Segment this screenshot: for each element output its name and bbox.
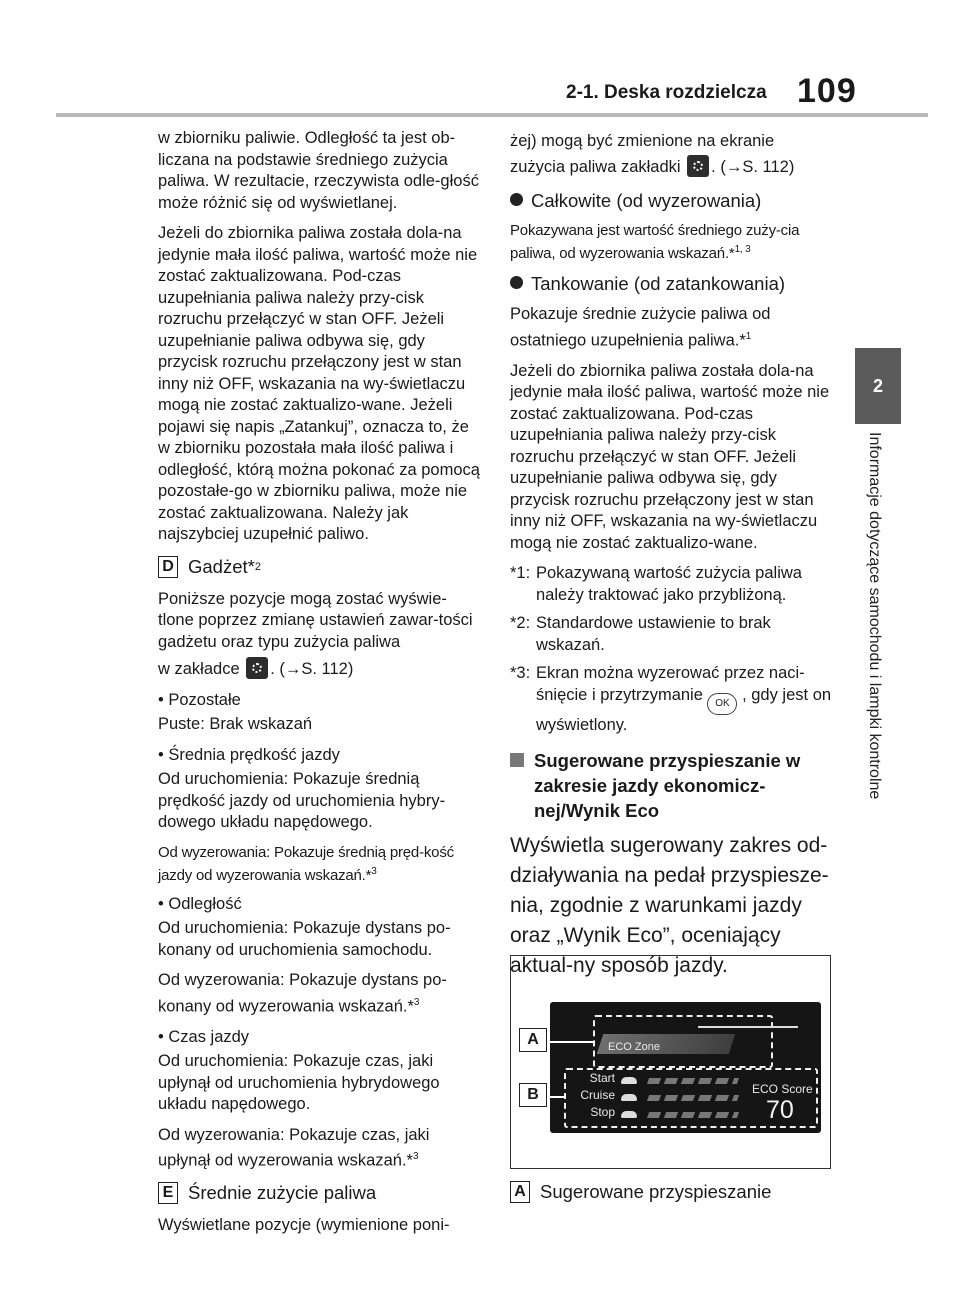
bullet-text: Od uruchomienia: Pokazuje dystans po-konany od uruchomienia samochodu. xyxy=(158,919,451,959)
eco-zone-label: ECO Zone xyxy=(608,1041,660,1053)
stop-bars xyxy=(647,1112,739,1118)
ok-button-icon: OK xyxy=(707,693,737,715)
paragraph: Poniższe pozycje mogą zostać wyświe-tlone poprzez zmianę ustawień zawar-tości gadżetu oraz typu zużycia paliwa xyxy=(158,589,473,651)
paragraph: w zbiorniku paliwie. Odległość ta jest ob-liczana na podstawie średniego zużycia paliwa. W rezultacie, rzeczywista odle-głość może różnić się od wyświetlanej. xyxy=(158,129,479,212)
text: . (→S. 112) xyxy=(270,660,354,678)
figure-caption xyxy=(510,1181,771,1203)
bullet-text xyxy=(158,843,480,885)
text: Sugerowane przyspieszanie w zakresie jazdy ekonomicz-nej/Wynik Eco xyxy=(534,750,801,821)
bullet: • Odległość xyxy=(158,894,242,913)
item-d-heading xyxy=(158,555,480,579)
subheading-refuel xyxy=(510,272,832,296)
subheading-total xyxy=(510,189,832,213)
text: Od wyzerowania: Pokazuje średnią pręd-kość jazdy od wyzerowania wskazań.* xyxy=(158,843,454,884)
caption-text: Sugerowane przyspieszanie xyxy=(540,1181,772,1202)
item-d-title: Gadżet* xyxy=(188,555,255,577)
sup: 1, 3 xyxy=(734,244,751,255)
section-title: 2-1. Deska rozdzielcza xyxy=(566,82,767,103)
chapter-label: Informacje dotyczące samochodu i lampki kontrolne xyxy=(866,432,883,800)
label-d: D xyxy=(158,556,178,578)
row-cruise: Cruise xyxy=(580,1088,615,1102)
footnote xyxy=(510,613,832,656)
gear-icon xyxy=(246,657,268,679)
paragraph xyxy=(510,304,832,352)
label-e: E xyxy=(158,1182,178,1204)
sup: 3 xyxy=(371,865,377,877)
bullet-text: Puste: Brak wskazań xyxy=(158,715,313,733)
car-icon xyxy=(621,1111,637,1118)
paragraph xyxy=(510,221,832,263)
bullet-dot xyxy=(510,193,523,206)
footnote-text xyxy=(536,663,832,736)
footnote-key: *2: xyxy=(510,614,531,632)
text: Całkowite (od wyzerowania) xyxy=(531,190,762,211)
row-stop: Stop xyxy=(590,1105,615,1119)
cruise-bars xyxy=(647,1095,739,1101)
label-a: A xyxy=(510,1181,530,1203)
eco-score-value: 70 xyxy=(766,1096,794,1124)
paragraph-with-icon xyxy=(510,128,832,180)
bullet-text: Od uruchomienia: Pokazuje czas, jaki upłynął od uruchomienia hybrydowego układu napędowego. xyxy=(158,1052,440,1113)
paragraph: Jeżeli do zbiornika paliwa została dola-na jedynie mała ilość paliwa, wartość może nie zostać zaktualizowana. Pod-czas uzupełniania paliwa należy przy-cisk rozruchu przełączyć w stan OFF. Jeżeli uzupełnianie paliwa odbywa się, gdy przycisk rozruchu przełączony jest w stan inny niż OFF, wskazania na wy-świetlaczu mogą nie zostać zaktualizo-wane. xyxy=(510,361,830,552)
zone-line xyxy=(698,1026,798,1028)
text: Pokazywana jest wartość średniego zuży-cia paliwa, od wyzerowania wskazań.* xyxy=(510,222,800,262)
page-number: 109 xyxy=(797,72,857,110)
sup: 2 xyxy=(254,560,261,573)
callout-b: B xyxy=(519,1083,547,1107)
text: w zakładce xyxy=(158,660,240,678)
bullet-dot xyxy=(510,276,523,289)
chapter-tab: 2 xyxy=(855,348,901,424)
paragraph: Wyświetlane pozycje (wymienione poni- xyxy=(158,1216,450,1234)
text: Od wyzerowania: Pokazuje czas, jaki upłynął od wyzerowania wskazań.* xyxy=(158,1125,430,1170)
sup: 3 xyxy=(412,1151,419,1162)
footnote-text: Standardowe ustawienie to brak wskazań. xyxy=(536,614,771,654)
left-column xyxy=(158,128,480,1246)
footnote xyxy=(510,663,832,736)
display-screen xyxy=(550,1002,821,1133)
section-heading xyxy=(510,748,832,823)
bullet: • Średnia prędkość jazdy xyxy=(158,745,340,764)
text: Ekran można wyzerować przez naci-śnięcie i przytrzymanie xyxy=(536,664,805,704)
footnote-key: *1: xyxy=(510,564,531,582)
footnote xyxy=(510,563,832,606)
square-marker xyxy=(510,753,524,767)
paragraph-large: Wyświetla sugerowany zakres od-działywania na pedał przyspiesze-nia, zgodnie z warunkami jazdy oraz „Wynik Eco”, oceniający aktual-ny sposób jazdy. xyxy=(510,834,829,977)
bullet-text xyxy=(158,970,480,1018)
footnote-text: Pokazywaną wartość zużycia paliwa należy traktować jako przybliżoną. xyxy=(536,564,802,604)
text: żej) mogą być zmienione na ekranie zużycia paliwa zakładki xyxy=(510,132,775,176)
sup: 3 xyxy=(413,996,420,1008)
bullet-text xyxy=(158,1125,480,1173)
sup: 1 xyxy=(745,330,752,342)
paragraph-with-icon xyxy=(158,657,480,681)
callout-a: A xyxy=(519,1028,547,1052)
car-icon xyxy=(621,1077,637,1084)
bullet: • Czas jazdy xyxy=(158,1027,250,1046)
row-start: Start xyxy=(589,1071,615,1085)
item-e-heading xyxy=(158,1181,480,1205)
header-rule xyxy=(56,113,928,117)
bullet: • Pozostałe xyxy=(158,690,241,709)
leader-line-b xyxy=(546,1096,566,1098)
text: . (→S. 112) xyxy=(711,158,795,176)
text: Od wyzerowania: Pokazuje dystans po-konany od wyzerowania wskazań.* xyxy=(158,971,447,1015)
gear-icon xyxy=(687,155,709,177)
start-bars xyxy=(647,1078,739,1084)
paragraph: Jeżeli do zbiornika paliwa została dola-na jedynie mała ilość paliwa, wartość może nie zostać zaktualizowana. Pod-czas uzupełniania paliwa należy przy-cisk rozruchu przełączyć w stan OFF. Jeżeli uzupełnianie paliwa odbywa się, gdy przycisk rozruchu przełączony jest w stan inny niż OFF, wskazania na wy-świetlaczu mogą nie zostać zaktualizo-wane. Jeżeli pojawi się napis „Zatankuj”, oznacza to, że w zbiorniku pozostała mała ilość paliwa i odległość, którą można pokonać za pomocą pozostałe-go w zbiorniku paliwa, może nie zostać zaktualizowana. Należy jak najszybciej uzupełnić paliwo. xyxy=(158,224,480,543)
car-icon xyxy=(621,1094,637,1101)
text: , gdy jest on wyświetlony. xyxy=(536,685,832,734)
text: Tankowanie (od zatankowania) xyxy=(531,273,786,294)
text: Pokazuje średnie zużycie paliwa od ostatniego uzupełnienia paliwa.* xyxy=(510,305,771,349)
leader-line-a xyxy=(546,1041,595,1043)
eco-figure xyxy=(510,955,831,1169)
footnote-key: *3: xyxy=(510,664,531,682)
item-e-title: Średnie zużycie paliwa xyxy=(188,1182,377,1203)
eco-score-label: ECO Score xyxy=(752,1082,813,1096)
bullet-text: Od uruchomienia: Pokazuje średnią prędkość jazdy od uruchomienia hybry-dowego układu napędowego. xyxy=(158,770,446,831)
right-column xyxy=(510,128,832,990)
